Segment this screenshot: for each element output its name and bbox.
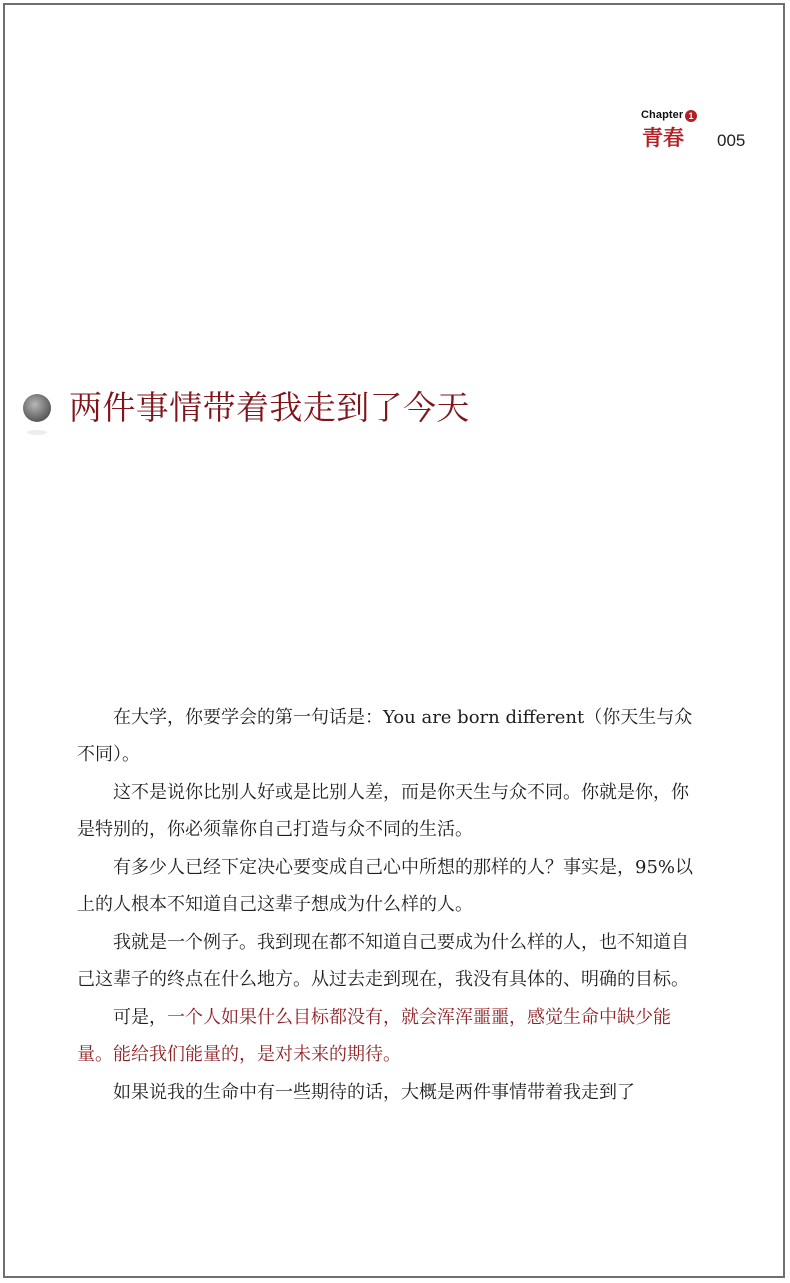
page-number: 005 bbox=[717, 131, 746, 150]
paragraph-1: 在大学，你要学会的第一句话是：You are born different（你天生与众不同）。 bbox=[77, 707, 693, 765]
paragraph-2: 这不是说你比别人好或是比别人差，而是你天生与众不同。你就是你，你是特别的，你必须靠你自己打造与众不同的生活。 bbox=[77, 782, 689, 840]
running-header bbox=[641, 109, 761, 155]
paragraph-4: 我就是一个例子。我到现在都不知道自己要成为什么样的人，也不知道自己这辈子的终点在什么地方。从过去走到现在，我没有具体的、明确的目标。 bbox=[77, 932, 689, 990]
paragraph-3: 有多少人已经下定决心要变成自己心中所想的那样的人？事实是，95%以上的人根本不知道自己这辈子想成为什么样的人。 bbox=[77, 857, 694, 915]
body-text bbox=[77, 699, 703, 1112]
chapter-title: 青春 bbox=[642, 126, 684, 150]
gray-circle-bullet-icon bbox=[23, 394, 51, 422]
chapter-number-badge: 1 bbox=[685, 110, 697, 122]
chapter-label: Chapter bbox=[641, 109, 684, 121]
section-title: 两件事情带着我走到了今天 bbox=[69, 388, 470, 427]
highlighted-quote: 一个人如果什么目标都没有，就会浑浑噩噩，感觉生命中缺少能量。能给我们能量的，是对未来的期待。 bbox=[77, 1007, 671, 1065]
book-page bbox=[3, 3, 785, 1278]
paragraph-5 bbox=[77, 999, 703, 1073]
paragraph-5-prefix: 可是， bbox=[113, 1007, 167, 1028]
section-heading bbox=[23, 387, 783, 439]
paragraph-6: 如果说我的生命中有一些期待的话，大概是两件事情带着我走到了 bbox=[113, 1082, 635, 1103]
